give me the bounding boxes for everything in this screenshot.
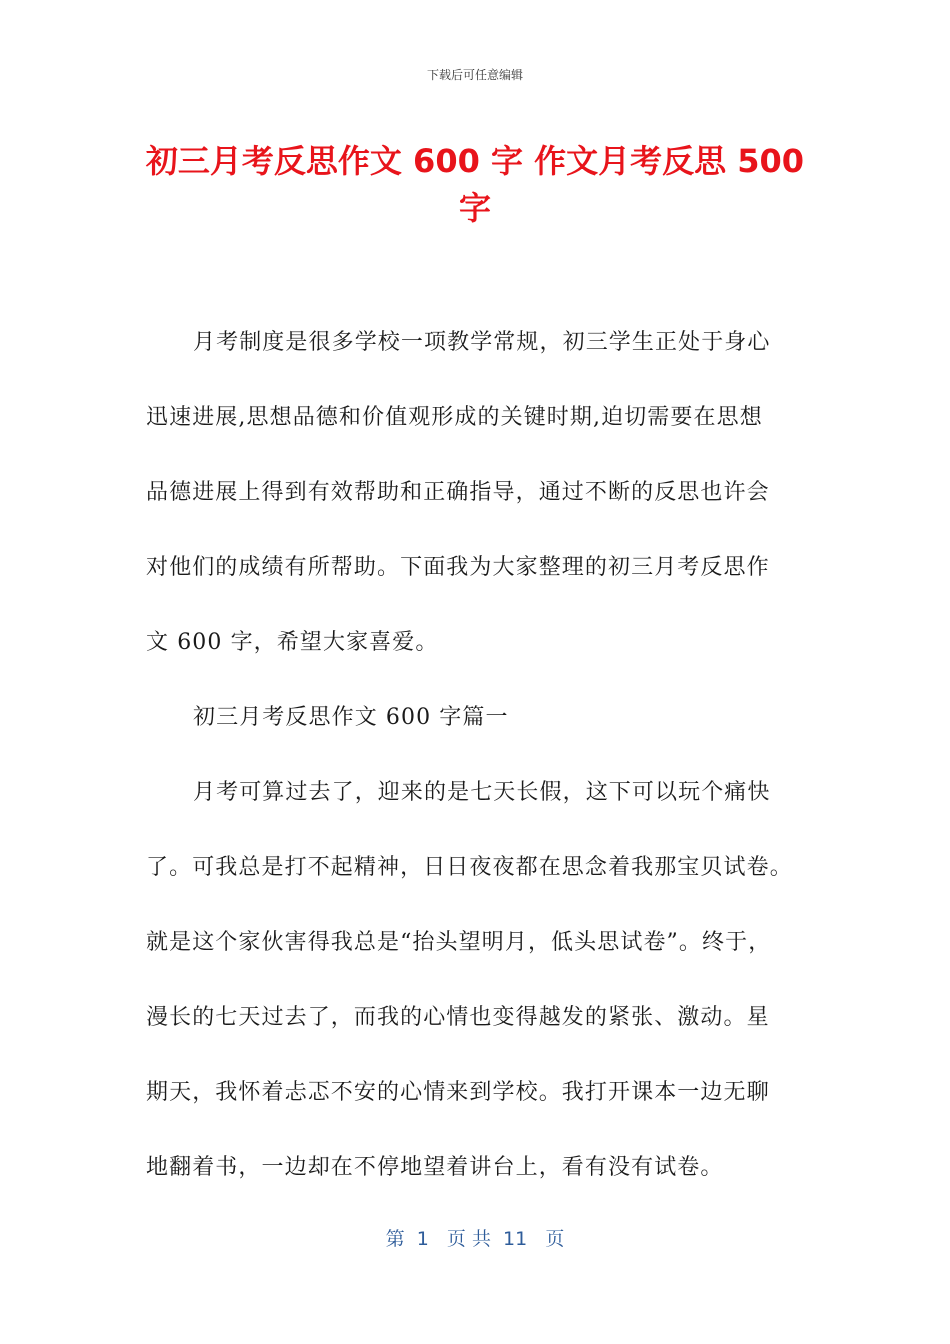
text-line: 月考制度是很多学校一项教学常规，初三学生正处于身心 [193,330,771,355]
text-line: 漫长的七天过去了，而我的心情也变得越发的紧张、激动。星 [146,1005,770,1030]
paragraph [146,323,810,698]
text-line: 初三月考反思作文 600 字篇一 [193,705,509,730]
text-line: 期天，我怀着忐忑不安的心情来到学校。我打开课本一边无聊 [146,1080,770,1105]
text-line: 就是这个家伙害得我总是“抬头望明月，低头思试卷”。终于， [146,930,772,955]
page-footer: 第 1 页 共 11 页 [385,1228,565,1250]
document-title: 初三月考反思作文 600 字 作文月考反思 500 字 [145,142,805,227]
header-note: 下载后可任意编辑 [426,68,523,82]
section-heading [146,698,810,773]
text-line: 文 600 字，希望大家喜爱。 [146,630,439,655]
text-line: 月考可算过去了，迎来的是七天长假，这下可以玩个痛快 [193,780,771,805]
text-line: 迅速进展,思想品德和价值观形成的关键时期,迫切需要在思想 [146,405,763,430]
text-line: 品德进展上得到有效帮助和正确指导，通过不断的反思也许会 [146,480,770,505]
text-line: 对他们的成绩有所帮助。下面我为大家整理的初三月考反思作 [146,555,770,580]
document-body [146,323,810,1223]
text-line: 了。可我总是打不起精神，日日夜夜都在思念着我那宝贝试卷。 [146,855,793,880]
paragraph [146,773,810,1223]
text-line: 地翻着书，一边却在不停地望着讲台上，看有没有试卷。 [146,1155,724,1180]
